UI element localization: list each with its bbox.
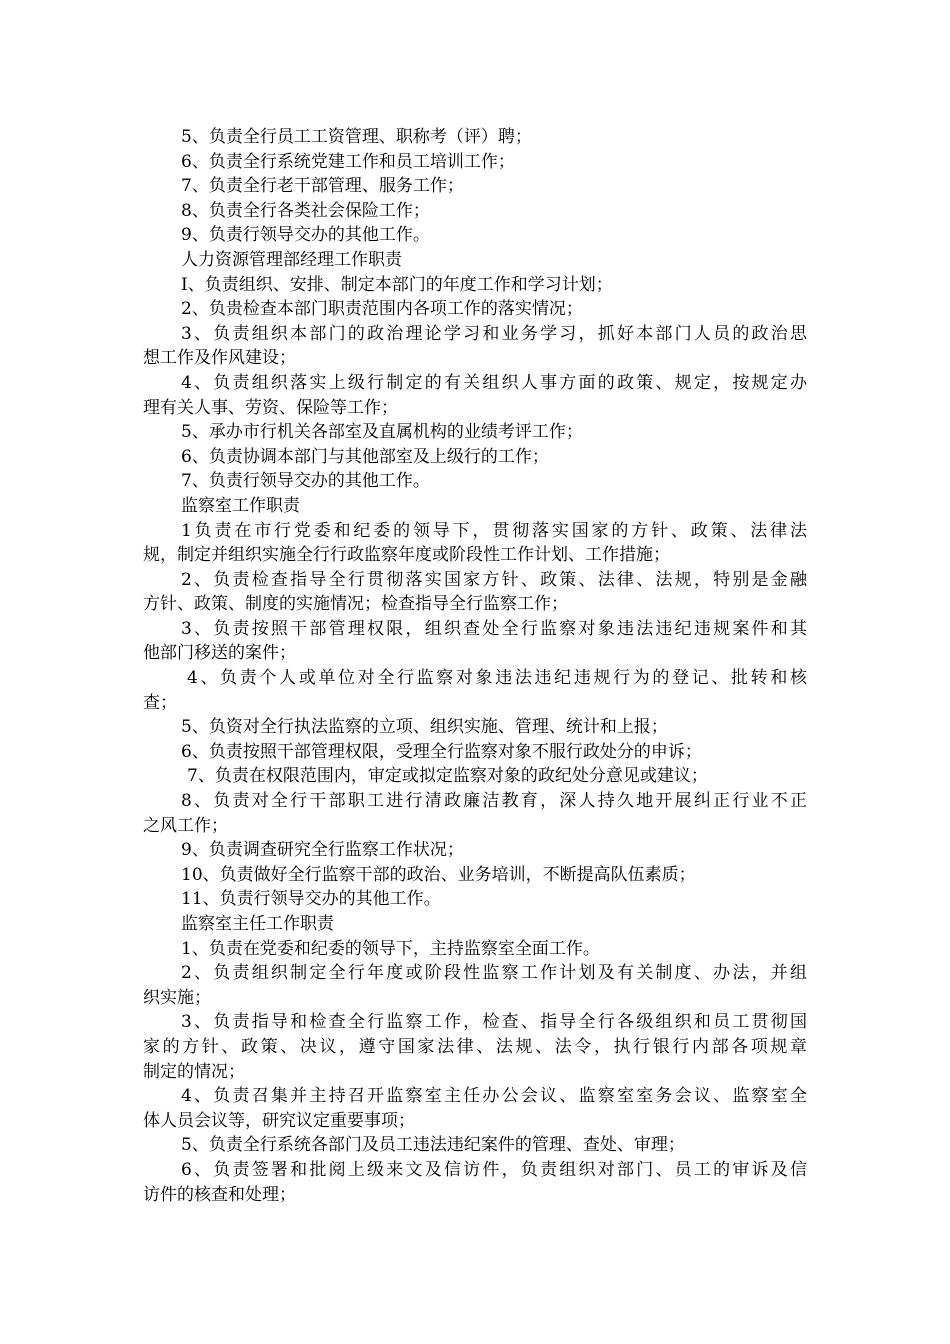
paragraph-line: 7、负责全行老干部管理、服务工作； bbox=[181, 176, 464, 197]
document-body bbox=[143, 125, 807, 1207]
paragraph-line: 7、负责行领导交办的其他工作。 bbox=[181, 471, 430, 492]
section-heading: 人力资源管理部经理工作职责 bbox=[181, 249, 402, 270]
paragraph-line: 2、负责组织制定全行年度或阶段性监察工作计划及有关制度、办法，并组 bbox=[181, 963, 807, 984]
section-heading: 监察室主任工作职责 bbox=[181, 914, 334, 934]
paragraph-line: 制定的情况； bbox=[143, 1061, 245, 1082]
paragraph-line: 6、负责全行系统党建工作和员工培训工作； bbox=[181, 151, 515, 172]
paragraph-line: 规，制定并组织实施全行行政监察年度或阶段性工作计划、工作措施； bbox=[143, 545, 670, 566]
paragraph-line: 3、负责按照干部管理权限，组织查处全行监察对象违法违纪违规案件和其 bbox=[181, 618, 807, 639]
paragraph-line: 10、负责做好全行监察干部的政治、业务培训，不断提高队伍素质； bbox=[181, 864, 696, 885]
paragraph-line: 6、负责签署和批阅上级来文及信访件，负责组织对部门、员工的审诉及信 bbox=[181, 1159, 807, 1180]
paragraph-line: 4、负责召集并主持召开监察室主任办公会议、监察室室务会议、监察室全 bbox=[181, 1086, 807, 1107]
paragraph-line: 2、负责检查指导全行贯彻落实国家方针、政策、法律、法规，特别是金融 bbox=[181, 569, 807, 590]
paragraph-line: 1、负责在党委和纪委的领导下，主持监察室全面工作。 bbox=[181, 938, 600, 959]
paragraph-line: 11、负责行领导交办的其他工作。 bbox=[181, 889, 441, 910]
paragraph-line: 1负责在市行党委和纪委的领导下，贯彻落实国家的方针、政策、法律法 bbox=[181, 520, 807, 541]
paragraph-line: 体人员会议等，研究议定重要事项； bbox=[143, 1110, 415, 1131]
paragraph-line: 5、承办市行机关各部室及直属机构的业绩考评工作； bbox=[181, 422, 583, 443]
paragraph-line: 8、负责对全行干部职工进行清政廉洁教育，深人持久地开展纠正行业不正 bbox=[181, 791, 807, 812]
paragraph-line: 8、负责全行各类社会保险工作； bbox=[181, 200, 430, 221]
paragraph-line: 5、负责全行系统各部门及员工违法违纪案件的管理、查处、审理； bbox=[181, 1135, 685, 1156]
paragraph-line: 6、负责按照干部管理权限，受理全行监察对象不服行政处分的申诉； bbox=[181, 741, 702, 762]
paragraph-line: 理有关人事、劳资、保险等工作； bbox=[143, 397, 398, 418]
paragraph-line: 7、负责在权限范围内，审定或拟定监察对象的政纪处分意见或建议； bbox=[187, 766, 708, 787]
paragraph-line: 9、负责调查研究全行监察工作状况； bbox=[181, 840, 464, 861]
paragraph-line: 9、负责行领导交办的其他工作。 bbox=[181, 225, 430, 246]
paragraph-line: 织实施； bbox=[143, 987, 211, 1008]
paragraph-line: 之风工作； bbox=[143, 815, 228, 836]
paragraph-line: 3、负责指导和检查全行监察工作，检查、指导全行各级组织和员工贯彻国 bbox=[181, 1012, 807, 1033]
paragraph-line: 4、负责个人或单位对全行监察对象违法违纪违规行为的登记、批转和核 bbox=[187, 668, 807, 689]
paragraph-line: 查； bbox=[143, 692, 177, 713]
paragraph-line: 家的方针、政策、决议，遵守国家法律、法规、法令，执行银行内部各项规章 bbox=[143, 1036, 807, 1057]
paragraph-line: 2、负贵检查本部门职责范围内各项工作的落实情况； bbox=[181, 299, 583, 320]
paragraph-line: 5、负责全行员工工资管理、职称考（评）聘； bbox=[181, 127, 532, 147]
paragraph-line: 想工作及作风建设； bbox=[143, 348, 296, 369]
paragraph-line: 3、负责组织本部门的政治理论学习和业务学习，抓好本部门人员的政治思 bbox=[181, 323, 807, 344]
paragraph-line: 4、负责组织落实上级行制定的有关组织人事方面的政策、规定，按规定办 bbox=[181, 372, 807, 393]
paragraph-line: 访件的核查和处理； bbox=[143, 1184, 296, 1205]
paragraph-line: I、负责组织、安排、制定本部门的年度工作和学习计划； bbox=[181, 274, 613, 295]
paragraph-line: 6、负责协调本部门与其他部室及上级行的工作； bbox=[181, 446, 549, 467]
paragraph-line: 方针、政策、制度的实施情况；检查指导全行监察工作； bbox=[143, 594, 568, 615]
paragraph-line: 5、负资对全行执法监察的立项、组织实施、管理、统计和上报； bbox=[181, 717, 668, 738]
section-heading: 监察室工作职责 bbox=[181, 495, 300, 516]
paragraph-line: 他部门移送的案件； bbox=[143, 643, 296, 664]
